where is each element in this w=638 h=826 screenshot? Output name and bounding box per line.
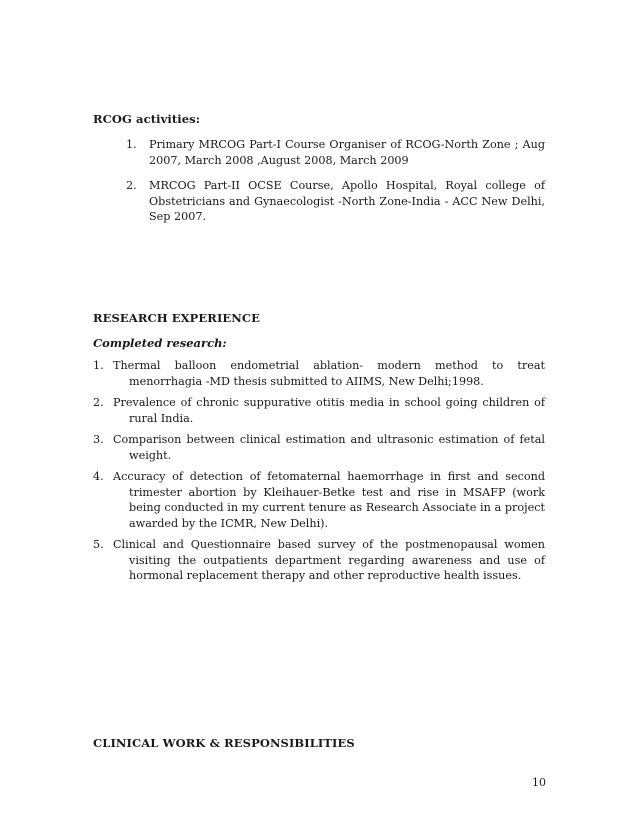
research-subheading: Completed research: [93,336,227,350]
research-item-number: 3. [93,433,104,446]
research-item-number: 4. [93,470,104,483]
rcog-item-text: MRCOG Part-II OCSE Course, Apollo Hospital, Royal college of Obstetricians and Gynaecologist -North Zone-India - ACC New Delhi, Sep 2007. [149,179,545,223]
rcog-item [93,137,545,168]
page-number: 10 [532,776,546,789]
rcog-item-number: 1. [126,138,137,151]
rcog-item-number: 2. [126,179,137,192]
research-item-text: Prevalence of chronic suppurative otitis media in school going children of rural India. [113,396,545,425]
research-item-text: Comparison between clinical estimation and ultrasonic estimation of fetal weight. [113,433,545,462]
research-heading: RESEARCH EXPERIENCE [93,311,261,325]
research-item-text: Accuracy of detection of fetomaternal haemorrhage in first and second trimester abortion by Kleihauer-Betke test and rise in MSAFP (work being conducted in my current tenure as Research Associate in a project awarded by the ICMR, New Delhi). [113,470,545,530]
research-item [93,395,545,426]
research-item-number: 2. [93,396,104,409]
research-item-text: Thermal balloon endometrial ablation- modern method to treat menorrhagia -MD thesis submitted to AIIMS, New Delhi;1998. [113,359,545,388]
rcog-heading: RCOG activities: [93,112,201,126]
rcog-item-text: Primary MRCOG Part-I Course Organiser of RCOG-North Zone ; Aug 2007, March 2008 ,August 2008, March 2009 [149,138,545,167]
research-item-number: 1. [93,359,104,372]
research-list [93,358,545,590]
research-item-text: Clinical and Questionnaire based survey of the postmenopausal women visiting the outpatients department regarding awareness and use of hormonal replacement therapy and other reproductive health issues. [113,538,545,582]
research-item [93,469,545,531]
clinical-heading: CLINICAL WORK & RESPONSIBILITIES [93,736,355,750]
rcog-list [93,137,545,235]
research-item [93,537,545,584]
research-item-number: 5. [93,538,104,551]
rcog-item [93,178,545,225]
research-item [93,432,545,463]
research-item [93,358,545,389]
